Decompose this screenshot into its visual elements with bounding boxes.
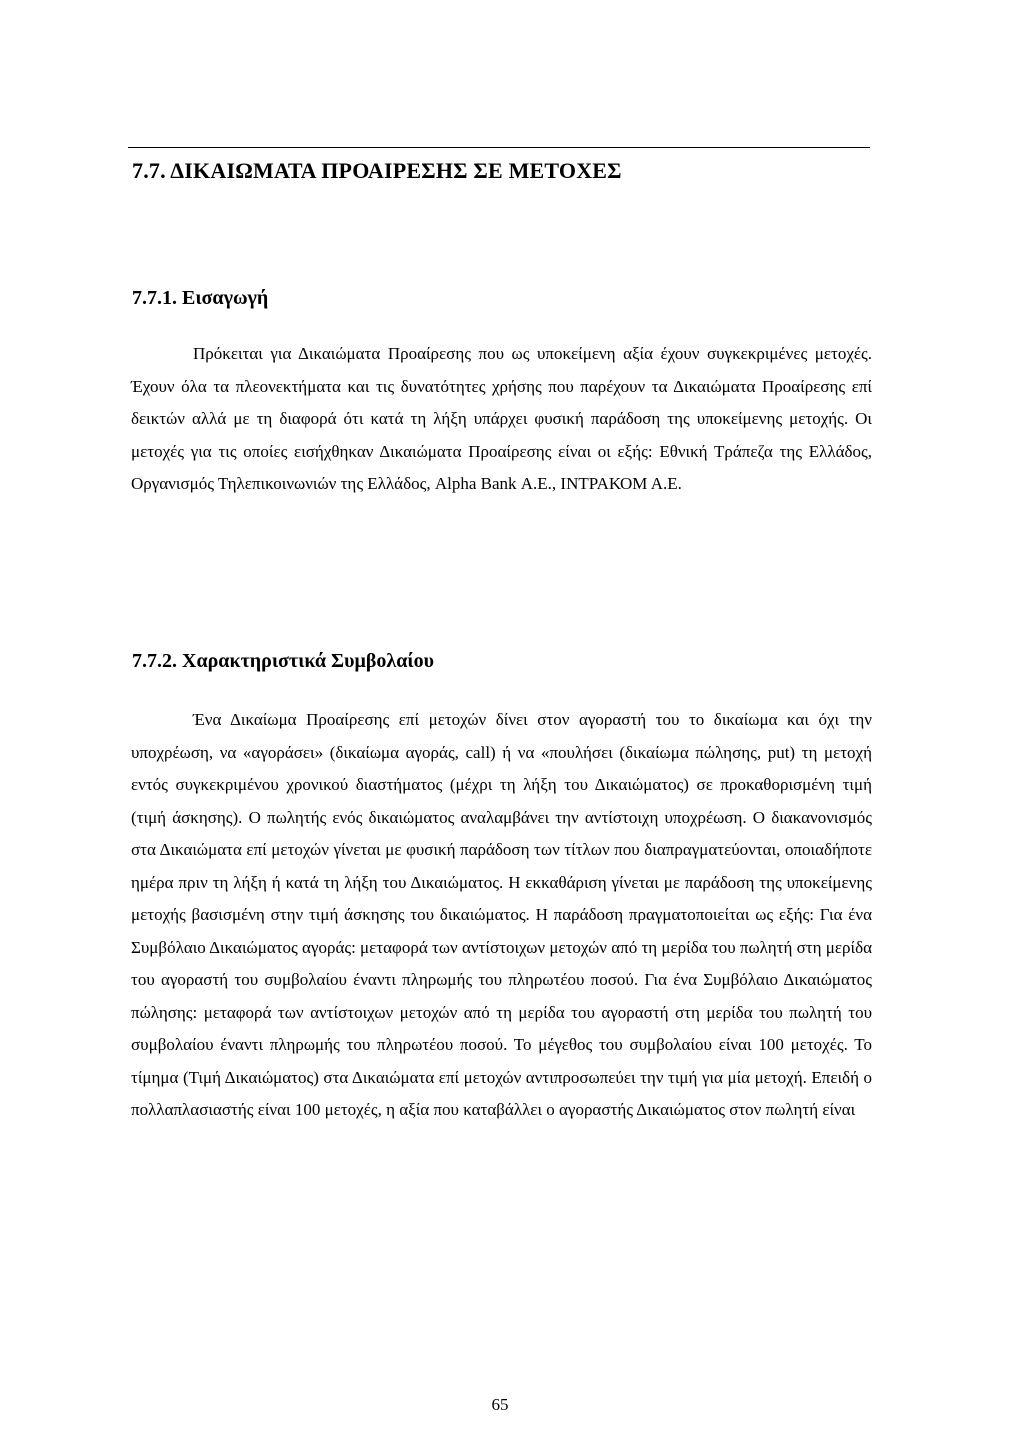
paragraph-contract-features: Ένα Δικαίωμα Προαίρεσης επί μετοχών δίνει στον αγοραστή του το δικαίωμα και όχι την υποχρέωση, να «αγοράσει» (δικαίωμα αγοράς, call) ή να «πουλήσει (δικαίωμα πώλησης, put) τη μετοχή εντός συγκεκριμένου χρονικού διαστήματος (μέχρι τη λήξη του Δικαιώματος) σε προκαθορισμένη τιμή (τιμή άσκησης). Ο πωλητής ενός δικαιώματος αναλαμβάνει την αντίστοιχη υποχρέωση. Ο διακανονισμός στα Δικαιώματα επί μετοχών γίνεται με φυσική παράδοση των τίτλων που διαπραγματεύονται, οποιαδήποτε ημέρα πριν τη λήξη ή κατά τη λήξη του Δικαιώματος. Η εκκαθάριση γίνεται με παράδοση της υποκείμενης μετοχής βασισμένη στην τιμή άσκησης του δικαιώματος. Η παράδοση πραγματοποιείται ως εξής: Για ένα Συμβόλαιο Δικαιώματος αγοράς: μεταφορά των αντίστοιχων μετοχών από τη μερίδα του πωλητή στη μερίδα του αγοραστή του συμβολαίου έναντι πληρωμής του πληρωτέου ποσού. Για ένα Συμβόλαιο Δικαιώματος πώλησης: μεταφορά των αντίστοιχων μετοχών από τη μερίδα του αγοραστή στη μερίδα του πωλητή του συμβολαίου έναντι πληρωμής του πληρωτέου ποσού. Το μέγεθος του συμβολαίου είναι 100 μετοχές. Το τίμημα (Τιμή Δικαιώματος) στα Δικαιώματα επί μετοχών αντιπροσωπεύει την τιμή για μία μετοχή. Επειδή ο πολλαπλασιαστής είναι 100 μετοχές, η αξία που καταβάλλει ο αγοραστής Δικαιώματος στον πωλητή είναι [131,710,872,1119]
header-rule [128,147,870,148]
page-number: 65 [491,1395,509,1414]
chapter-heading: 7.7. ΔΙΚΑΙΩΜΑΤΑ ΠΡΟΑΙΡΕΣΗΣ ΣΕ ΜΕΤΟΧΕΣ [132,158,622,183]
paragraph-introduction: Πρόκειται για Δικαιώματα Προαίρεσης που ως υποκείμενη αξία έχουν συγκεκριμένες μετοχές. Έχουν όλα τα πλεονεκτήματα και τις δυνατότητες χρήσης που παρέχουν τα Δικαιώματα Προαίρεσης επί δεικτών αλλά με τη διαφορά ότι κατά τη λήξη υπάρχει φυσική παράδοση της υποκείμενης μετοχής. Οι μετοχές για τις οποίες εισήχθηκαν Δικαιώματα Προαίρεσης είναι οι εξής: Εθνική Τράπεζα της Ελλάδος, Οργανισμός Τηλεπικοινωνιών της Ελλάδος, Alpha Bank Α.Ε., ΙΝΤΡΑΚΟΜ Α.Ε. [131,344,872,493]
section-heading-introduction: 7.7.1. Εισαγωγή [132,287,269,309]
section-heading-contract-features: 7.7.2. Χαρακτηριστικά Συμβολαίου [132,650,434,672]
